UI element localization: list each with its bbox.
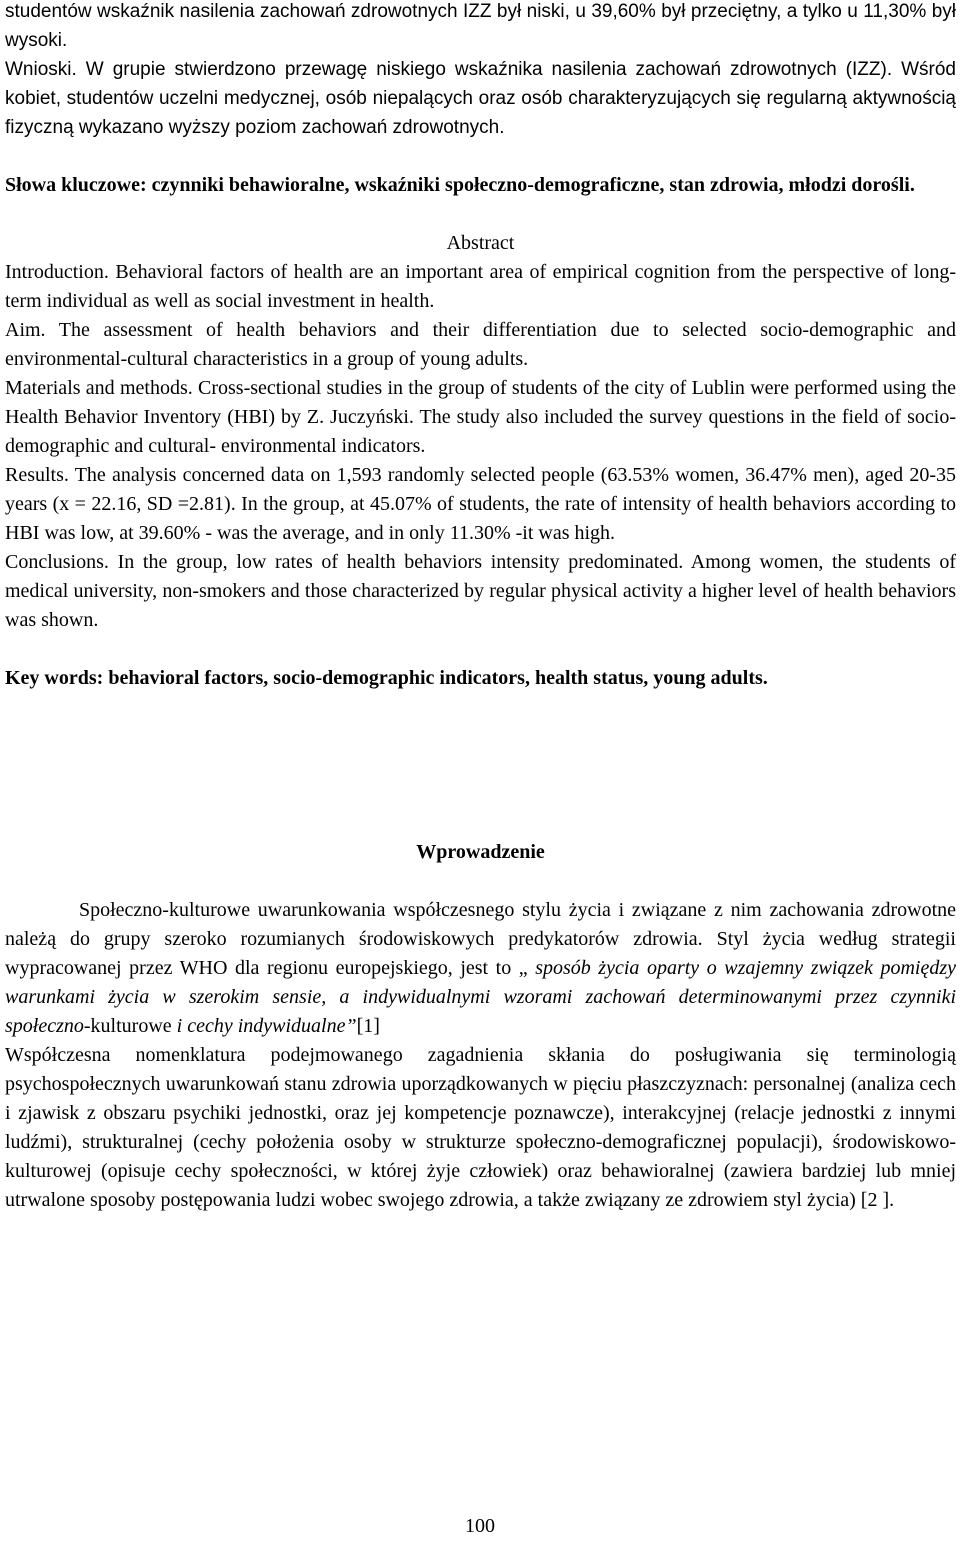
document-page (5, 0, 956, 1215)
abstract-results: Results. The analysis concerned data on 1,593 randomly selected people (63.53% women, 36.47% men), aged 20-35 years (x = 22.16, SD =2.81). In the group, at 45.07% of students, the rate of intensity of health behaviors according to HBI was low, at 39.60% - was the average, and in only 11.30% -it was high. (5, 464, 956, 544)
introduction-paragraph-1 (5, 896, 956, 1041)
abstract-aim: Aim. The assessment of health behaviors and their differentiation due to selected socio-demographic and environmental-cultural characteristics in a group of young adults. (5, 319, 956, 370)
conclusions-pl-text-a: W grupie stwierdzono przewagę niskiego wskaźnika nasilenia zachowań zdrowotnych (IZZ). (76, 59, 893, 80)
introduction-p1-quote-a: sposób życia oparty o wzajemny związek pomiędzy warunkami życia w szerokim sensie, a indywidualnymi wzorami zachowań determinowanymi przez czynniki społeczno- (5, 957, 956, 1037)
conclusions-pl-text-b: Wśród kobiet, studentów uczelni medycznej, osób niepalących oraz osób charakteryzujących się regularną aktywnością fizyczną wykazano wyższy poziom zachowań zdrowotnych. (5, 59, 956, 138)
keywords-pl: Słowa kluczowe: czynniki behawioralne, wskaźniki społeczno-demograficzne, stan zdrowia, młodzi dorośli. (5, 174, 915, 196)
abstract-methods: Materials and methods. Cross-sectional studies in the group of students of the city of Lublin were performed using the Health Behavior Inventory (HBI) by Z. Juczyński. The study also included the survey questions in the field of socio-demographic and cultural- environmental indicators. (5, 377, 956, 457)
section-heading-introduction: Wprowadzenie (416, 841, 545, 863)
keywords-en: Key words: behavioral factors, socio-demographic indicators, health status, young adults. (5, 667, 768, 689)
introduction-p1-quote-b: kulturowe (90, 1015, 172, 1037)
abstract-heading: Abstract (446, 232, 515, 254)
citation-1: [1] (356, 1015, 380, 1037)
introduction-p1-quote-c: i cechy indywidualne” (171, 1015, 357, 1037)
results-tail-paragraph: studentów wskaźnik nasilenia zachowań zdrowotnych IZZ był niski, u 39,60% był przeciętny, a tylko u 11,30% był wysoki. (5, 1, 956, 51)
conclusions-pl-label: Wnioski. (5, 59, 77, 80)
abstract-conclusions: Conclusions. In the group, low rates of health behaviors intensity predominated. Among women, the students of medical university, non-smokers and those characterized by regular physical activity a higher level of health behaviors was shown. (5, 551, 956, 631)
introduction-p1-text: Społeczno-kulturowe uwarunkowania współczesnego stylu życia i związane z nim zachowania zdrowotne należą do grupy szeroko rozumianych środowiskowych predykatorów zdrowia. Styl życia według strategii wypracowanej przez WHO dla regionu europejskiego, jest to „ (5, 899, 956, 979)
page-number: 100 (465, 1515, 495, 1537)
conclusions-pl-paragraph (5, 55, 956, 142)
abstract-introduction: Introduction. Behavioral factors of health are an important area of empirical cognition from the perspective of long-term individual as well as social investment in health. (5, 261, 956, 312)
introduction-paragraph-2: Współczesna nomenklatura podejmowanego zagadnienia skłania do posługiwania się terminologią psychospołecznych uwarunkowań stanu zdrowia uporządkowanych w pięciu płaszczyznach: personalnej (analiza cech i zjawisk z obszaru psychiki jednostki, oraz jej kompetencje poznawcze), interakcyjnej (relacje jednostki z innymi ludźmi), strukturalnej (cechy położenia osoby w strukturze społeczno-demograficznej populacji), środowiskowo-kulturowej (opisuje cechy społeczności, w której żyje człowiek) oraz behawioralnej (zawiera bardziej lub mniej utrwalone sposoby postępowania ludzi wobec swojego zdrowia, a także związany ze zdrowiem styl życia) [2 ]. (5, 1044, 956, 1211)
